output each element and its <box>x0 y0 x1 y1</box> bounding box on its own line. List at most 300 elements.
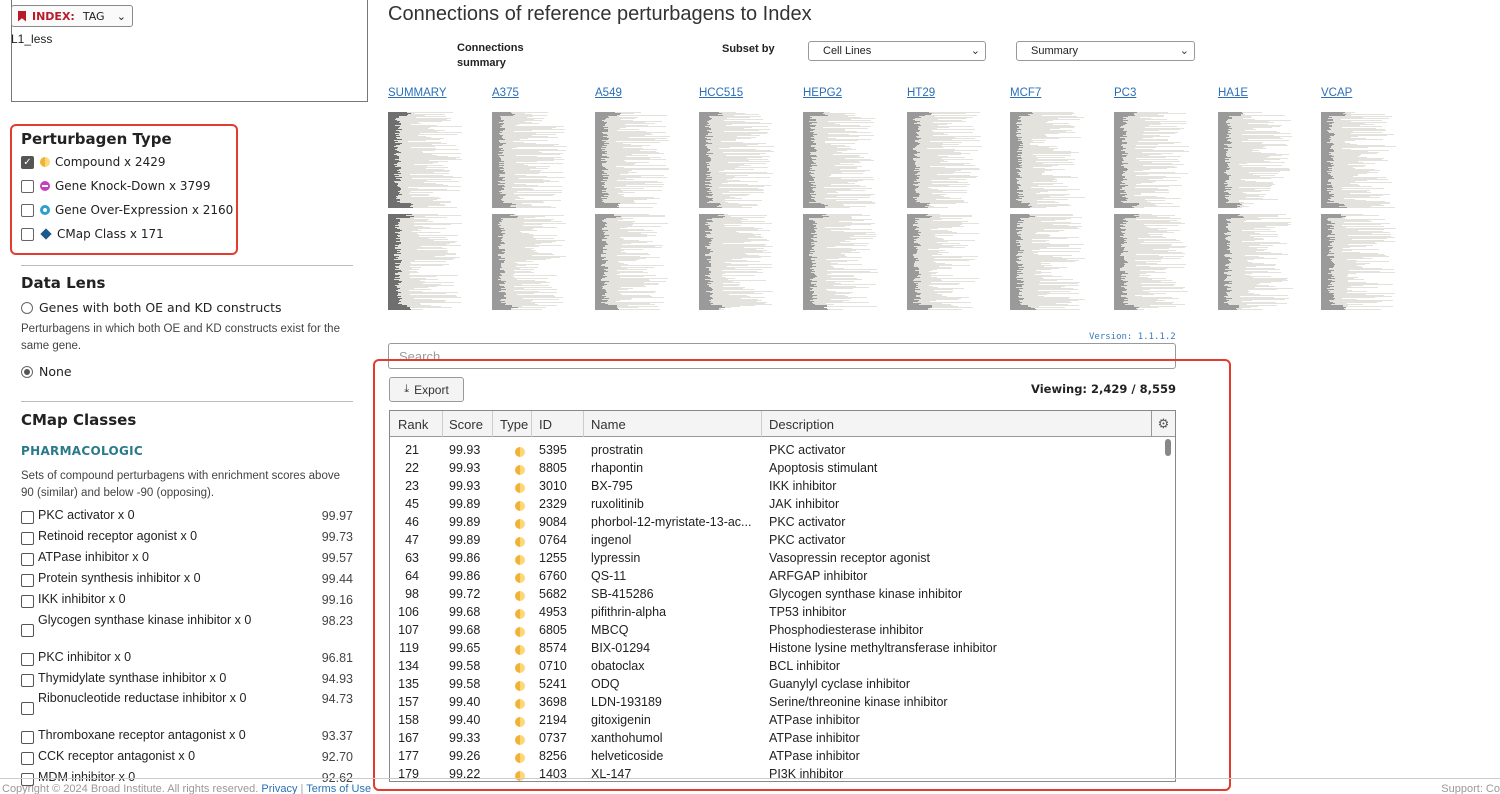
heatmap-bar <box>388 153 396 154</box>
heatmap-bar <box>907 152 920 153</box>
class-score: 99.16 <box>321 593 353 607</box>
heatmap-bar <box>492 240 502 241</box>
heatmap-bar <box>1218 141 1230 142</box>
cell-line-link[interactable]: MCF7 <box>1010 87 1042 99</box>
heatmap-bar <box>1321 236 1327 237</box>
heatmap-bar <box>1218 183 1273 184</box>
checkbox[interactable] <box>21 532 34 545</box>
heatmap-bar <box>699 293 713 294</box>
heatmap-bar <box>1321 270 1334 271</box>
heatmap-bar <box>595 215 614 216</box>
heatmap-bar <box>699 283 711 284</box>
heatmap-bar <box>1114 218 1125 219</box>
heatmap-bar <box>699 222 706 223</box>
heatmap-bar <box>595 131 608 132</box>
heatmap-bar <box>492 200 561 201</box>
heatmap-bar <box>1321 216 1346 217</box>
table-row[interactable] <box>390 730 1161 748</box>
heatmap-bar <box>1218 128 1232 129</box>
heatmap-bar <box>1218 251 1230 252</box>
checkbox[interactable] <box>21 180 34 193</box>
class-score: 94.93 <box>321 672 353 686</box>
heatmap-bar <box>907 284 916 285</box>
heatmap-bar <box>1218 224 1228 225</box>
heatmap-bar <box>1218 218 1231 219</box>
header-description[interactable]: Description <box>769 417 835 432</box>
heatmap-bar <box>1010 225 1069 226</box>
overexpression-icon <box>40 205 50 215</box>
heatmap-bar <box>1321 244 1330 245</box>
table-row[interactable] <box>390 586 1161 604</box>
heatmap-bar <box>1010 176 1020 177</box>
heatmap-bar <box>1321 224 1381 225</box>
heatmap-bar <box>907 154 914 155</box>
heatmap-bar <box>699 236 761 237</box>
terms-link[interactable]: Terms of Use <box>306 783 372 794</box>
header-score[interactable]: Score <box>449 417 483 432</box>
heatmap-bar <box>1218 275 1231 276</box>
heatmap-bar <box>803 229 814 230</box>
checkbox[interactable] <box>21 228 34 241</box>
rank-cell: 134 <box>398 659 419 673</box>
heatmap-bar <box>1218 203 1240 204</box>
heatmap-bar <box>1010 232 1017 233</box>
heatmap-bar <box>492 241 556 242</box>
heatmap-bar <box>1218 281 1232 282</box>
table-row[interactable] <box>390 442 1161 460</box>
heatmap-bar <box>699 282 708 283</box>
heatmap-bar <box>699 130 759 131</box>
heatmap-bar <box>492 249 505 250</box>
heatmap-bar <box>1218 294 1227 295</box>
heatmap-bar <box>492 243 505 244</box>
heatmap-bar <box>1321 180 1328 181</box>
cell-line-link[interactable]: HT29 <box>907 87 936 99</box>
heatmap-bar <box>492 141 499 142</box>
heatmap-thumbnail[interactable] <box>1218 112 1314 312</box>
cell-line-link[interactable]: HEPG2 <box>803 87 842 99</box>
table-row[interactable] <box>390 694 1161 712</box>
export-button[interactable] <box>389 377 464 402</box>
heatmap-bar <box>1218 230 1229 231</box>
heatmap-bar <box>1321 205 1345 206</box>
table-row[interactable] <box>390 568 1161 586</box>
heatmap-bar <box>1114 170 1127 171</box>
heatmap-bar <box>1218 190 1226 191</box>
heatmap-bar <box>803 153 811 154</box>
heatmap-bar <box>699 125 710 126</box>
heatmap-bar <box>388 171 400 172</box>
table-row[interactable] <box>390 658 1161 676</box>
heatmap-bar <box>1010 252 1023 253</box>
data-lens-option-label: Genes with both OE and KD constructs <box>39 300 282 315</box>
heatmap-bar <box>595 304 608 305</box>
heatmap-bar <box>492 261 504 262</box>
heatmap-bar <box>595 133 651 134</box>
heatmap-bar <box>907 123 914 124</box>
heatmap-bar <box>1114 180 1177 181</box>
heatmap-bar <box>803 263 816 264</box>
heatmap-bar <box>1010 240 1016 241</box>
data-lens-option-oe-kd[interactable] <box>21 300 282 315</box>
heatmap-bar <box>1218 238 1225 239</box>
heatmap-bar <box>907 261 915 262</box>
heatmap-bar <box>907 237 919 238</box>
heatmap-bar <box>907 172 918 173</box>
heatmap-bar <box>803 233 811 234</box>
heatmap-bar <box>1010 233 1017 234</box>
table-row[interactable] <box>390 622 1161 640</box>
checkbox[interactable] <box>21 511 34 524</box>
heatmap-bar <box>492 131 500 132</box>
heatmap-bar <box>1010 189 1080 190</box>
heatmap-bar <box>1218 297 1226 298</box>
heatmap-bar <box>907 220 915 221</box>
heatmap-bar <box>1218 180 1226 181</box>
heatmap-bar <box>1010 263 1018 264</box>
heatmap-bar <box>388 178 396 179</box>
table-row[interactable] <box>390 640 1161 658</box>
heatmap-bar <box>699 117 710 118</box>
heatmap-bar <box>492 265 501 266</box>
heatmap-bar <box>1010 173 1019 174</box>
header-name[interactable]: Name <box>591 417 626 432</box>
heatmap-thumbnail[interactable] <box>699 112 795 312</box>
heatmap-thumbnail[interactable] <box>803 112 899 312</box>
name-cell: lypressin <box>591 551 641 565</box>
heatmap-bar <box>1010 251 1080 252</box>
pharmacologic-link[interactable]: PHARMACOLOGIC <box>21 444 144 458</box>
heatmap-bar <box>492 189 504 190</box>
heatmap-bar <box>492 300 500 301</box>
heatmap-bar <box>1218 234 1278 235</box>
checkbox[interactable] <box>21 653 34 666</box>
heatmap-bar <box>492 176 547 177</box>
chevron-down-icon: ⌄ <box>1179 45 1189 57</box>
checkbox[interactable] <box>21 752 34 765</box>
class-score: 98.23 <box>321 614 353 628</box>
heatmap-bar <box>699 227 709 228</box>
support-link[interactable]: Support: Co <box>1441 783 1500 794</box>
heatmap-bar <box>388 198 396 199</box>
heatmap-bar <box>388 246 398 247</box>
heatmap-bar <box>1321 145 1332 146</box>
heatmap-bar <box>907 140 915 141</box>
heatmap-bar <box>1218 155 1282 156</box>
cell-line-link[interactable]: HCC515 <box>699 87 744 99</box>
heatmap-bar <box>492 279 498 280</box>
heatmap-bar <box>1321 203 1339 204</box>
heatmap-bar <box>595 120 602 121</box>
heatmap-bar <box>907 296 916 297</box>
heatmap-thumbnail[interactable] <box>907 112 1003 312</box>
heatmap-bar <box>1010 151 1017 152</box>
heatmap-bar <box>1321 214 1341 215</box>
checkbox[interactable] <box>21 574 34 587</box>
heatmap-bar <box>1218 282 1229 283</box>
heatmap-bar <box>388 168 401 169</box>
cell-line-link[interactable]: A375 <box>492 87 519 99</box>
table-row[interactable] <box>390 478 1161 496</box>
table-row[interactable] <box>390 514 1161 532</box>
heatmap-bar <box>1010 262 1017 263</box>
heatmap-bar <box>1321 221 1331 222</box>
radio-button[interactable] <box>21 302 33 314</box>
heatmap-bar <box>699 263 711 264</box>
heatmap-bar <box>492 151 539 152</box>
heatmap-bar <box>803 186 866 187</box>
cell-line-link[interactable]: HA1E <box>1218 87 1249 99</box>
heatmap-bar <box>699 294 712 295</box>
heatmap-bar <box>1218 272 1281 273</box>
heatmap-bar <box>388 127 399 128</box>
heatmap-bar <box>595 266 605 267</box>
heatmap-bar <box>1218 192 1228 193</box>
ptype-overexpression[interactable] <box>21 203 233 217</box>
heatmap-bar <box>1114 233 1125 234</box>
heatmap-bar <box>1218 169 1229 170</box>
heatmap-bar <box>907 189 915 190</box>
heatmap-bar <box>699 193 709 194</box>
heatmap-bar <box>1218 165 1228 166</box>
heatmap-bar <box>388 142 441 143</box>
heatmap-bar <box>1114 259 1124 260</box>
heatmap-bar <box>1010 241 1019 242</box>
ptype-label: Gene Knock-Down x 3799 <box>55 179 211 193</box>
heatmap-bar <box>1321 253 1334 254</box>
heatmap-bar <box>1218 206 1240 207</box>
heatmap-bar <box>803 224 871 225</box>
heatmap-thumbnail[interactable] <box>492 112 588 312</box>
heatmap-bar <box>492 149 501 150</box>
checkbox[interactable] <box>21 731 34 744</box>
heatmap-bar <box>388 219 400 220</box>
heatmap-thumbnail[interactable] <box>595 112 691 312</box>
heatmap-bar <box>1321 125 1332 126</box>
heatmap-bar <box>1114 234 1123 235</box>
ptype-knockdown[interactable] <box>21 179 210 193</box>
checkbox[interactable] <box>21 204 34 217</box>
heatmap-bar <box>699 205 719 206</box>
heatmap-thumbnail[interactable] <box>1114 112 1210 312</box>
score-cell: 99.26 <box>449 749 481 763</box>
heatmap-bar <box>388 160 399 161</box>
heatmap-bar <box>1010 125 1071 126</box>
heatmap-bar <box>595 228 602 229</box>
table-row[interactable] <box>390 550 1161 568</box>
index-selector[interactable] <box>11 5 133 27</box>
heatmap-bar <box>388 118 396 119</box>
cell-line-link[interactable]: A549 <box>595 87 622 99</box>
heatmap-bar <box>1321 176 1333 177</box>
table-row[interactable] <box>390 460 1161 478</box>
checkbox[interactable] <box>21 674 34 687</box>
heatmap-bar <box>907 120 915 121</box>
heatmap-bar <box>907 298 921 299</box>
heatmap-bar <box>595 163 602 164</box>
heatmap-bar <box>1114 189 1168 190</box>
table-row[interactable] <box>390 712 1161 730</box>
checkbox[interactable]: ✓ <box>21 156 34 169</box>
heatmap-bar <box>1010 200 1018 201</box>
heatmap-bar <box>492 227 557 228</box>
heatmap-bar <box>803 278 813 279</box>
checkbox[interactable] <box>21 595 34 608</box>
heatmap-bar <box>388 242 401 243</box>
data-lens-option-none[interactable] <box>21 364 72 379</box>
heatmap-bar <box>388 133 395 134</box>
score-cell: 99.89 <box>449 515 481 529</box>
heatmap-bar <box>388 144 400 145</box>
heatmap-bar <box>388 232 395 233</box>
cell-line-link[interactable]: PC3 <box>1114 87 1137 99</box>
header-rank[interactable]: Rank <box>398 417 429 432</box>
heatmap-bar <box>595 184 664 185</box>
heatmap-bar <box>492 156 499 157</box>
heatmap-bar <box>492 305 512 306</box>
heatmap-bar <box>595 281 609 282</box>
heatmap-bar <box>803 186 811 187</box>
heatmap-bar <box>388 132 400 133</box>
heatmap-bar <box>492 119 501 120</box>
heatmap-bar <box>699 183 711 184</box>
header-type[interactable]: Type <box>500 417 529 432</box>
heatmap-bar <box>492 271 505 272</box>
heatmap-bar <box>1010 151 1071 152</box>
heatmap-bar <box>1010 188 1019 189</box>
heatmap-bar <box>1114 131 1127 132</box>
checkbox[interactable] <box>21 553 34 566</box>
class-label: Retinoid receptor agonist x 0 <box>38 529 198 543</box>
heatmap-bar <box>1114 250 1176 251</box>
heatmap-bar <box>699 168 709 169</box>
heatmap-bar <box>1218 145 1288 146</box>
heatmap-bar <box>1321 219 1327 220</box>
heatmap-bar <box>388 281 402 282</box>
heatmap-bar <box>803 132 814 133</box>
heatmap-bar <box>1321 237 1335 238</box>
heatmap-bar <box>1321 259 1332 260</box>
class-label: Protein synthesis inhibitor x 0 <box>38 571 201 585</box>
heatmap-thumbnail[interactable] <box>388 112 484 312</box>
scrollbar[interactable] <box>1165 439 1171 456</box>
heatmap-bar <box>388 268 399 269</box>
table-row[interactable] <box>390 532 1161 550</box>
heatmap-bar <box>803 156 817 157</box>
cell-line-link[interactable]: VCAP <box>1321 87 1353 99</box>
heatmap-bar <box>388 183 398 184</box>
radio-button[interactable] <box>21 366 33 378</box>
heatmap-thumbnail[interactable] <box>1010 112 1106 312</box>
heatmap-bar <box>907 142 918 143</box>
heatmap-bar <box>1321 191 1331 192</box>
heatmap-bar <box>1321 122 1334 123</box>
heatmap-bar <box>1010 304 1021 305</box>
heatmap-bar <box>1010 238 1021 239</box>
heatmap-bar <box>1218 305 1239 306</box>
ptype-cmap-class[interactable] <box>21 227 164 241</box>
heatmap-bar <box>1010 308 1035 309</box>
heatmap-bar <box>1010 149 1018 150</box>
ptype-compound[interactable] <box>21 155 165 169</box>
heatmap-bar <box>699 140 706 141</box>
heatmap-bar <box>907 200 917 201</box>
heatmap-bar <box>1218 257 1230 258</box>
heatmap-bar <box>803 258 811 259</box>
heatmap-bar <box>1218 160 1225 161</box>
heatmap-bar <box>388 305 407 306</box>
heatmap-bar <box>388 119 395 120</box>
heatmap-bar <box>492 237 503 238</box>
heatmap-bar <box>1218 261 1230 262</box>
heatmap-bar <box>595 280 601 281</box>
heatmap-bar <box>907 198 917 199</box>
heatmap-bar <box>803 303 813 304</box>
subset-select[interactable] <box>808 41 986 61</box>
heatmap-bar <box>1010 254 1017 255</box>
heatmap-bar <box>1010 290 1020 291</box>
heatmap-bar <box>1010 189 1017 190</box>
heatmap-bar <box>1010 193 1019 194</box>
heatmap-bar <box>803 218 809 219</box>
heatmap-bar <box>699 254 705 255</box>
heatmap-bar <box>803 179 814 180</box>
heatmap-bar <box>907 223 918 224</box>
heatmap-bar <box>699 121 707 122</box>
summary-select[interactable] <box>1016 41 1195 61</box>
table-row[interactable] <box>390 496 1161 514</box>
checkbox[interactable] <box>21 702 34 715</box>
heatmap-bar <box>492 165 504 166</box>
checkbox[interactable] <box>21 624 34 637</box>
header-id[interactable]: ID <box>539 417 552 432</box>
table-row[interactable] <box>390 676 1161 694</box>
heatmap-bar <box>388 276 399 277</box>
heatmap-bar <box>1114 292 1123 293</box>
heatmap-bar <box>492 307 518 308</box>
heatmap-bar <box>907 132 973 133</box>
heatmap-bar <box>907 226 917 227</box>
heatmap-bar <box>803 286 817 287</box>
heatmap-bar <box>907 288 964 289</box>
cell-line-link[interactable]: SUMMARY <box>388 87 447 99</box>
heatmap-bar <box>699 217 723 218</box>
heatmap-bar <box>1321 116 1329 117</box>
heatmap-bar <box>492 190 501 191</box>
heatmap-bar <box>699 292 710 293</box>
heatmap-bar <box>492 192 562 193</box>
heatmap-bar <box>907 154 961 155</box>
heatmap-bar <box>803 230 815 231</box>
heatmap-bar <box>803 150 817 151</box>
heatmap-bar <box>388 176 395 177</box>
heatmap-bar <box>1010 147 1023 148</box>
privacy-link[interactable]: Privacy <box>261 783 298 794</box>
heatmap-bar <box>803 309 828 310</box>
heatmap-bar <box>1114 217 1136 218</box>
heatmap-bar <box>595 183 604 184</box>
heatmap-bar <box>699 164 707 165</box>
table-row[interactable] <box>390 748 1161 766</box>
heatmap-thumbnail[interactable] <box>1321 112 1417 312</box>
heatmap-bar <box>1010 144 1020 145</box>
heatmap-bar <box>907 278 915 279</box>
gear-icon[interactable]: ⚙ <box>1151 411 1175 436</box>
table-row[interactable] <box>390 604 1161 622</box>
heatmap-bar <box>1114 204 1139 205</box>
heatmap-bar <box>1321 279 1328 280</box>
heatmap-bar <box>1218 156 1227 157</box>
